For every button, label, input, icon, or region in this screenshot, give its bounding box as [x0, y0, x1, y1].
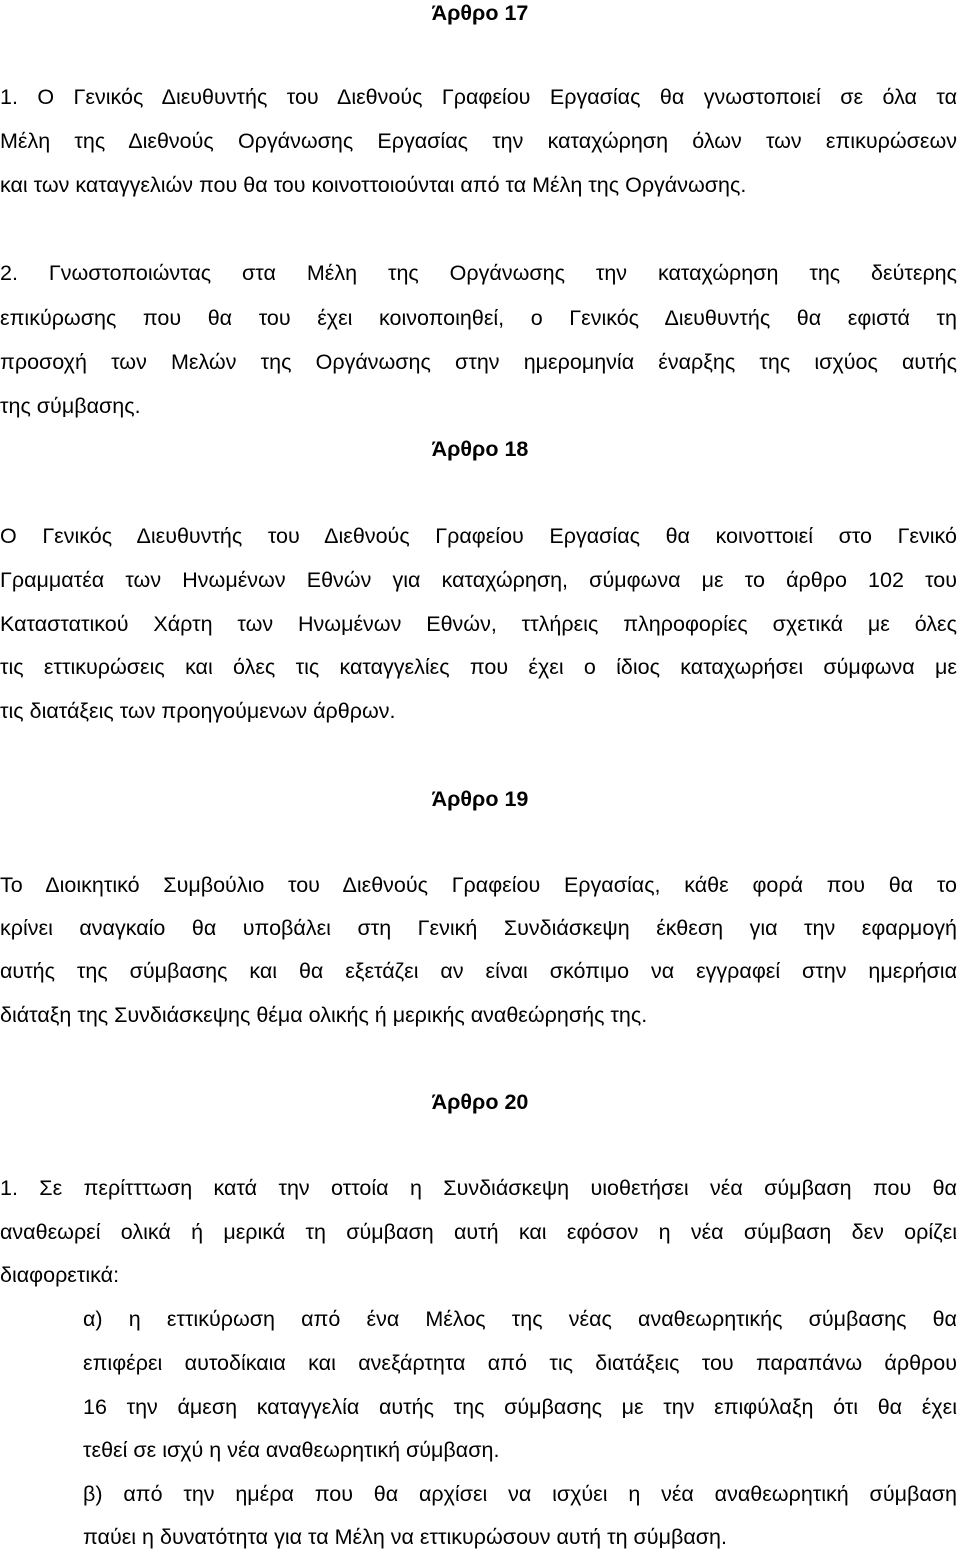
- article-19-p1-line-3: αυτής της σύμβασης και θα εξετάζει αν είναι σκόπιμο να εγγραφεί στην ημερήσια: [0, 959, 957, 983]
- article-17-heading: Άρθρο 17: [431, 1, 529, 25]
- article-17-p1-line-2: Μέλη της Διεθνούς Οργάνωσης Εργασίας την καταχώρηση όλων των επικυρώσεων: [0, 129, 957, 153]
- article-19-p1-line-1: Το Διοικητικό Συμβούλιο του Διεθνούς Γραφείου Εργασίας, κάθε φορά που θα το: [0, 873, 957, 897]
- article-20-item-a-line-4: τεθεί σε ισχύ η νέα αναθεωρητική σύμβαση.: [83, 1438, 500, 1462]
- article-18-p1-line-1: Ο Γενικός Διευθυντής του Διεθνούς Γραφείου Εργασίας θα κοινοττοιεί στο Γενικό: [0, 524, 957, 548]
- article-17-p2-line-2: επικύρωσης που θα του έχει κοινοποιηθεί, ο Γενικός Διευθυντής θα εφιστά τη: [0, 306, 957, 330]
- article-18-p1-line-3: Καταστατικού Χάρτη των Ηνωμένων Εθνών, ττλήρεις πληροφορίες σχετικά με όλες: [0, 612, 957, 636]
- article-19-p1-line-4: διάταξη της Συνδιάσκεψης θέμα ολικής ή μερικής αναθεώρησής της.: [0, 1003, 648, 1027]
- article-20-item-b-line-2: παύει η δυνατότητα για τα Μέλη να εττικυρώσουν αυτή τη σύμβαση.: [83, 1525, 727, 1549]
- article-18-p1-line-2: Γραμματέα των Ηνωμένων Εθνών για καταχώρηση, σύμφωνα με το άρθρο 102 του: [0, 568, 957, 592]
- article-20-heading: Άρθρο 20: [431, 1090, 529, 1114]
- article-20-p1-line-2: αναθεωρεί ολικά ή μερικά τη σύμβαση αυτή και εφόσον η νέα σύμβαση δεν ορίζει: [0, 1220, 957, 1244]
- article-17-p2-line-4: της σύμβασης.: [0, 394, 141, 418]
- article-20-item-a-line-3: 16 την άμεση καταγγελία αυτής της σύμβασης με την επιφύλαξη ότι θα έχει: [83, 1395, 957, 1419]
- article-18-p1-line-4: τις εττικυρώσεις και όλες τις καταγγελίες που έχει ο ίδιος καταχωρήσει σύμφωνα με: [0, 655, 957, 679]
- article-18-p1-line-5: τις διατάξεις των προηγούμενων άρθρων.: [0, 699, 396, 723]
- article-20-p1-line-3: διαφορετικά:: [0, 1263, 120, 1287]
- article-20-item-a-line-2: επιφέρει αυτοδίκαια και ανεξάρτητα από τις διατάξεις του παραπάνω άρθρου: [83, 1351, 957, 1375]
- article-19-heading: Άρθρο 19: [431, 787, 529, 811]
- article-17-p1-line-1: 1. Ο Γενικός Διευθυντής του Διεθνούς Γραφείου Εργασίας θα γνωστοποιεί σε όλα τα: [0, 85, 957, 109]
- article-18-heading: Άρθρο 18: [431, 437, 529, 461]
- article-20-p1-line-1: 1. Σε περίτττωση κατά την οττοία η Συνδιάσκεψη υιοθετήσει νέα σύμβαση που θα: [0, 1176, 957, 1200]
- article-17-p2-line-1: 2. Γνωστοποιώντας στα Μέλη της Οργάνωσης την καταχώρηση της δεύτερης: [0, 261, 957, 285]
- article-19-p1-line-2: κρίνει αναγκαίο θα υποβάλει στη Γενική Συνδιάσκεψη έκθεση για την εφαρμογή: [0, 916, 957, 940]
- article-17-p2-line-3: προσοχή των Μελών της Οργάνωσης στην ημερομηνία έναρξης της ισχύος αυτής: [0, 350, 957, 374]
- article-20-item-a-line-1: α) η εττικύρωση από ένα Μέλος της νέας αναθεωρητικής σύμβασης θα: [83, 1307, 957, 1331]
- article-17-p1-line-3: και των καταγγελιών που θα του κοινοττοιούνται από τα Μέλη της Οργάνωσης.: [0, 173, 747, 197]
- article-20-item-b-line-1: β) από την ημέρα που θα αρχίσει να ισχύει η νέα αναθεωρητική σύμβαση: [83, 1482, 957, 1506]
